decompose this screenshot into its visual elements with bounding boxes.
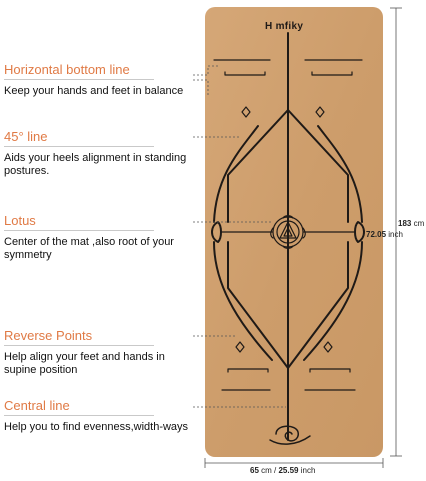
feature-45-line (4, 129, 194, 178)
length-in-unit: inch (388, 230, 403, 239)
feature-title: 45° line (4, 129, 154, 147)
feature-reverse-points (4, 328, 194, 377)
length-in-value: 72.05 (366, 230, 387, 239)
feature-desc: Help you to find evenness,width-ways (4, 421, 189, 433)
length-cm-value: 183 (398, 219, 412, 228)
width-cm-value: 65 (250, 466, 259, 475)
width-dimension-label (250, 466, 315, 475)
feature-central-line (4, 398, 194, 434)
feature-title: Central line (4, 398, 154, 416)
feature-title: Horizontal bottom line (4, 62, 154, 80)
length-dimension-label (398, 218, 424, 229)
feature-lotus (4, 213, 194, 262)
width-in-value: 25.59 (278, 466, 299, 475)
feature-desc: Aids your heels alignment in standing postures. (4, 152, 187, 177)
feature-title: Reverse Points (4, 328, 154, 346)
feature-title: Lotus (4, 213, 154, 231)
length-cm-unit: cm (413, 219, 425, 228)
feature-horizontal-bottom-line (4, 62, 194, 98)
width-in-unit: inch (300, 466, 316, 475)
feature-desc: Help align your feet and hands in supine position (4, 351, 165, 376)
length-inch-label (366, 230, 403, 239)
brand-logo: H mfiky (265, 21, 304, 32)
feature-desc: Center of the mat ,also root of your symmetry (4, 236, 174, 261)
feature-desc: Keep your hands and feet in balance (4, 85, 184, 97)
width-cm-unit: cm / (261, 466, 277, 475)
